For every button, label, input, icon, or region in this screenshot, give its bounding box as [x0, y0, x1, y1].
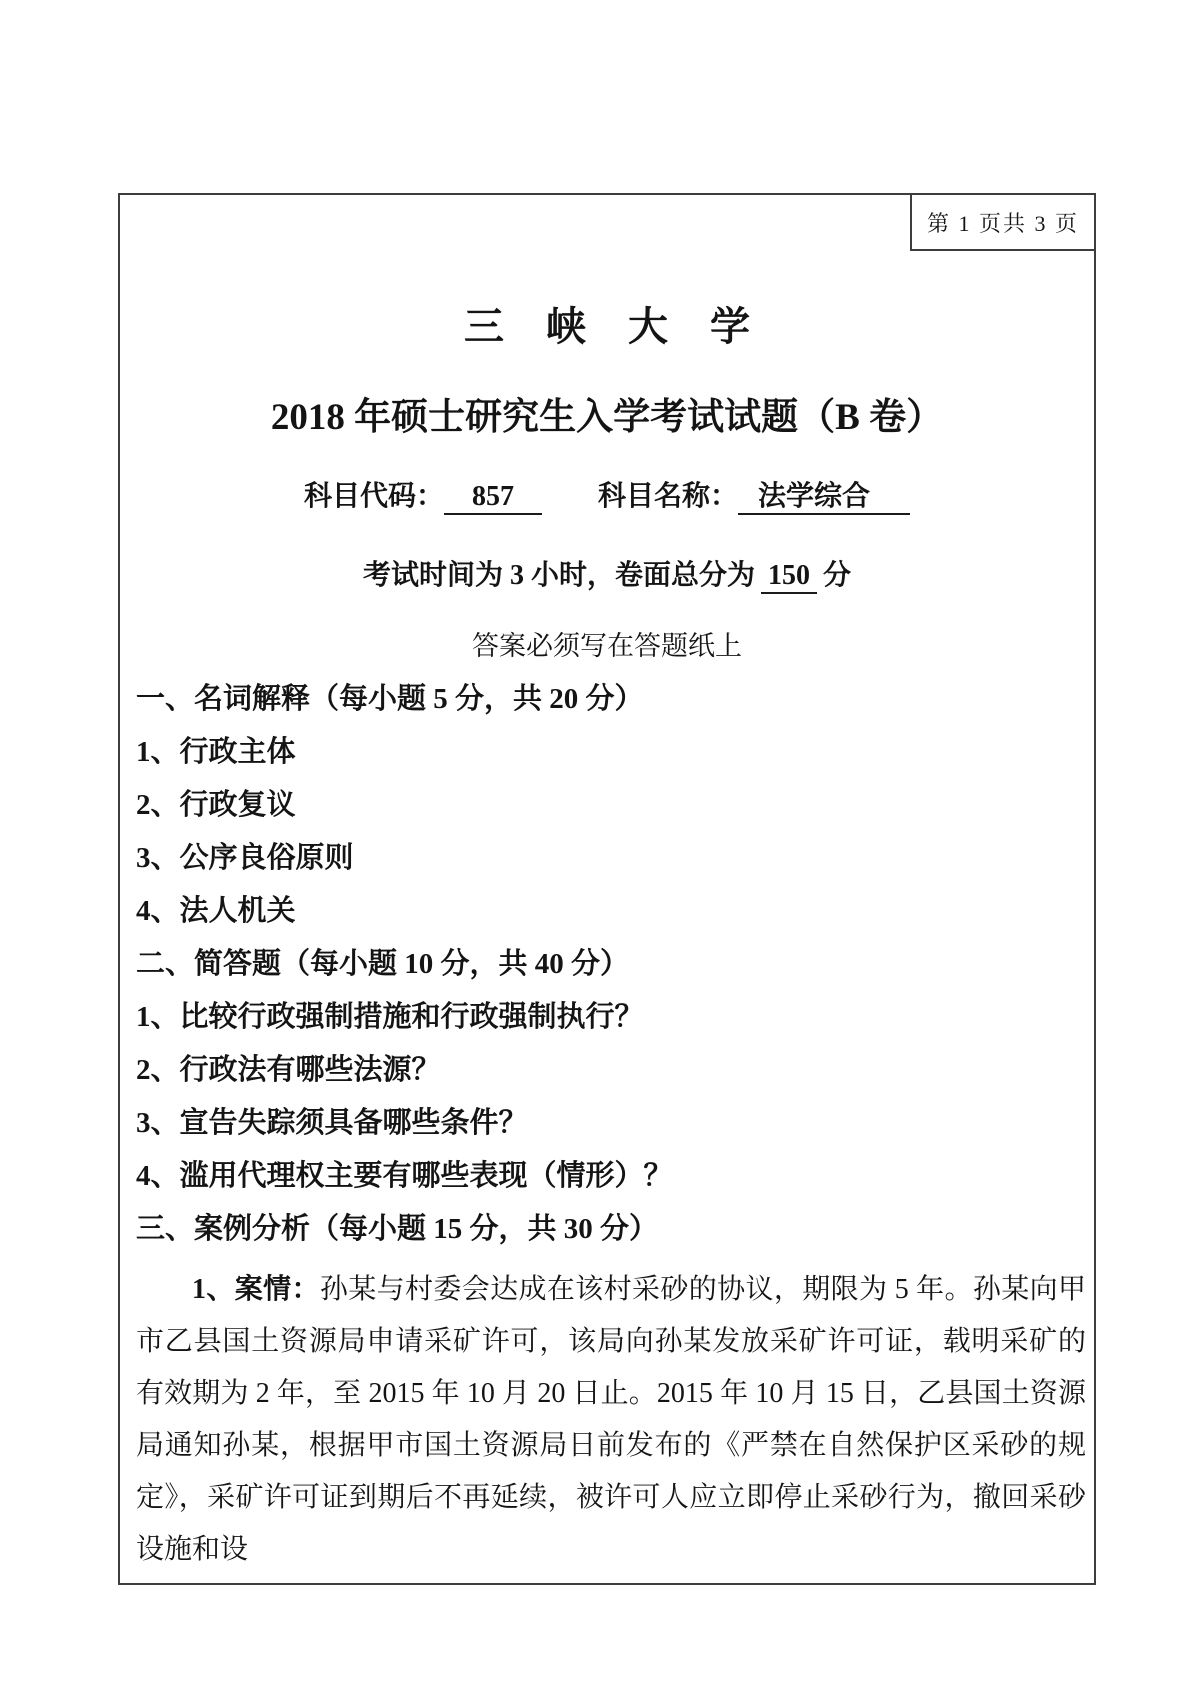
case-paragraph	[136, 1264, 1086, 1576]
subject-code-label: 科目代码：	[303, 481, 444, 512]
section-2-item-2: 2、行政法有哪些法源？	[136, 1053, 441, 1086]
exam-paper-page	[118, 193, 1096, 1585]
page-number-box	[910, 195, 1094, 251]
subject-line	[120, 474, 1094, 515]
case-text: 孙某与村委会达成在该村采砂的协议，期限为 5 年。孙某向甲市乙县国土资源局申请采矿许可，该局向孙某发放采矿许可证，载明采矿的有效期为 2 年，至 2015 年 10 月 20 日止。2015 年 10 月 15 日，乙县国土资源局通知孙某，根据甲市国土资源局日前发布的《严禁在自然保护区采砂的规定》，采矿许可证到期后不再延续，被许可人应立即停止采砂行为，撤回采砂设施和设	[136, 1273, 1086, 1565]
page-number-label: 第 1 页共 3 页	[926, 210, 1079, 236]
section-1-heading: 一、名词解释（每小题 5 分，共 20 分）	[136, 682, 644, 715]
university-title: 三 峡 大 学	[464, 304, 766, 349]
section-2-item-3: 3、宣告失踪须具备哪些条件？	[136, 1106, 528, 1139]
answer-notice: 答案必须写在答题纸上	[472, 630, 742, 661]
section-2-item-4: 4、滥用代理权主要有哪些表现（情形）？	[136, 1159, 673, 1192]
section-2-item-1: 1、比较行政强制措施和行政强制执行？	[136, 1000, 644, 1033]
subject-name-value: 法学综合	[738, 482, 910, 515]
section-1-item-2: 2、行政复议	[136, 788, 296, 821]
total-score-value: 150	[761, 561, 817, 594]
question-area	[120, 681, 1094, 1576]
subject-code-value: 857	[444, 482, 542, 515]
duration-suffix: 分	[823, 559, 852, 591]
section-2-heading: 二、简答题（每小题 10 分，共 40 分）	[136, 947, 630, 980]
subject-name-label: 科目名称：	[597, 481, 738, 512]
duration-prefix: 考试时间为 3 小时，卷面总分为	[362, 559, 755, 591]
exam-title: 2018 年硕士研究生入学考试试题（B 卷）	[270, 397, 944, 438]
section-1-item-1: 1、行政主体	[136, 735, 296, 768]
section-1-item-4: 4、法人机关	[136, 894, 296, 927]
duration-line	[120, 553, 1094, 594]
section-3-heading: 三、案例分析（每小题 15 分，共 30 分）	[136, 1212, 659, 1245]
case-label: 1、案情：	[192, 1273, 320, 1305]
section-1-item-3: 3、公序良俗原则	[136, 841, 354, 874]
